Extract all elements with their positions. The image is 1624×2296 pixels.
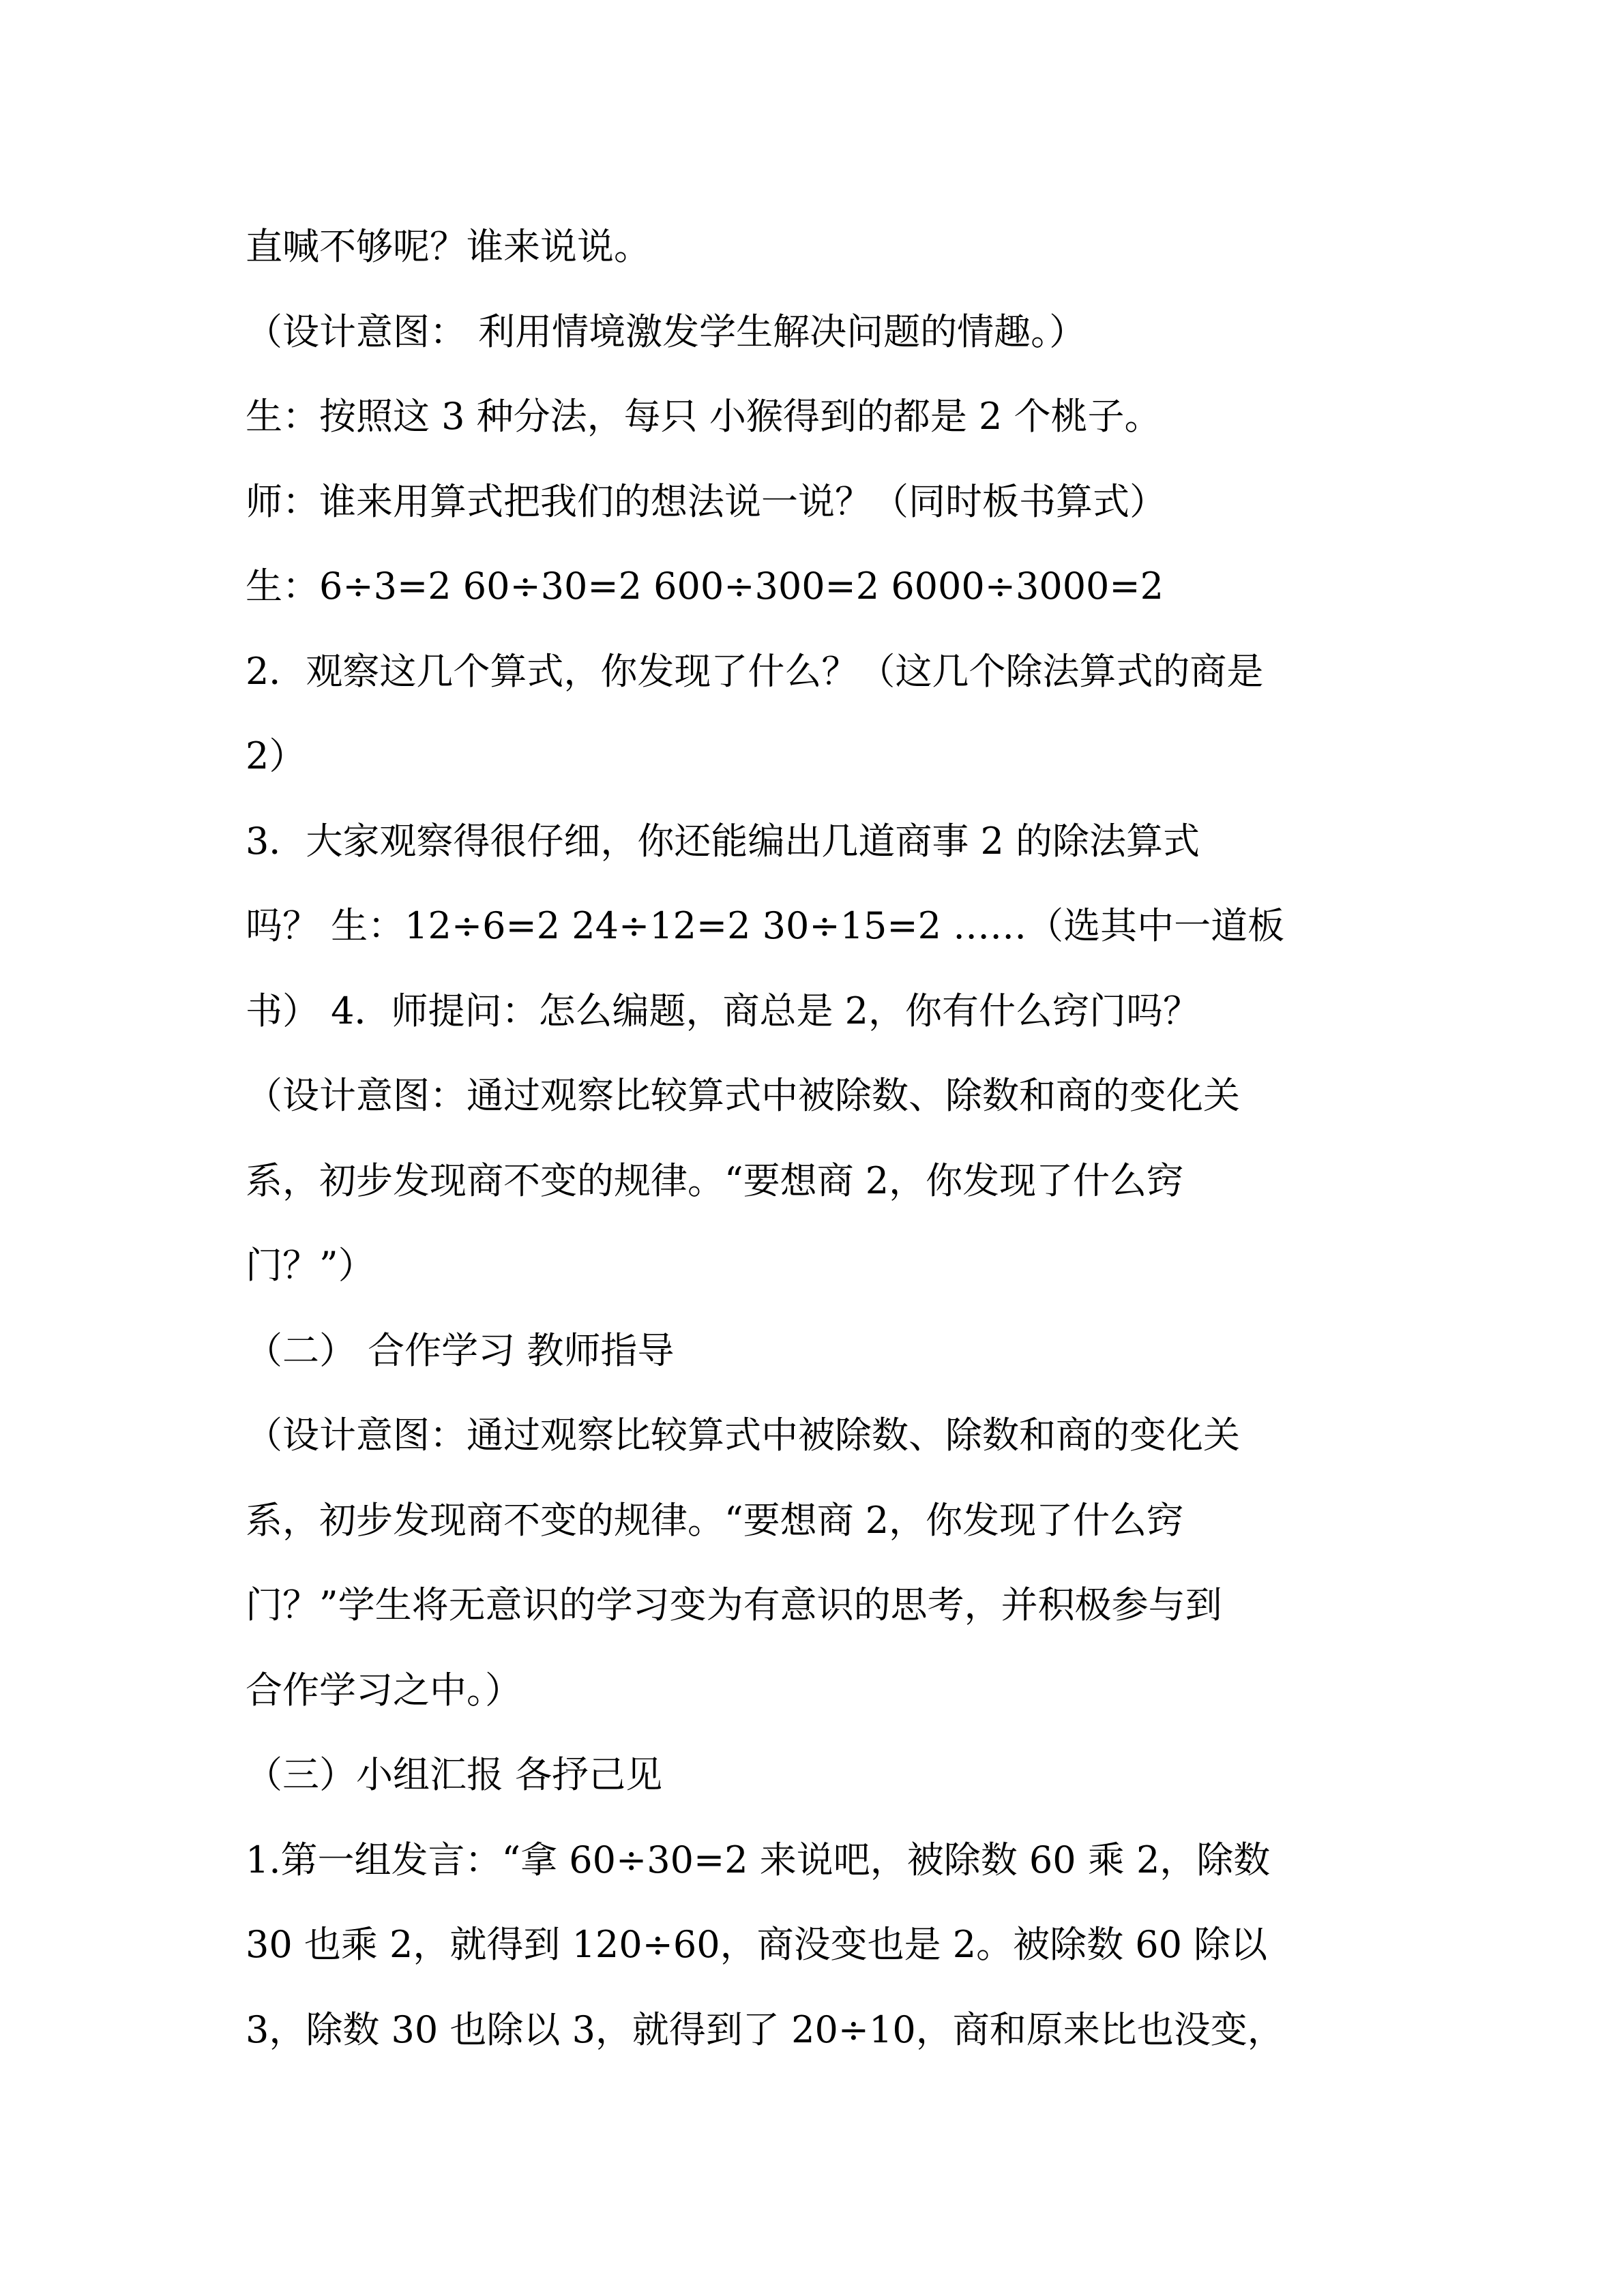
text-line: （设计意图： 利用情境激发学生解决问题的情趣。）	[246, 310, 1087, 353]
text-line: 30 也乘 2，就得到 120÷60，商没变也是 2。被除数 60 除以	[246, 1923, 1268, 1966]
text-line: 合作学习之中。）	[246, 1668, 522, 1712]
body-text	[246, 205, 1378, 2072]
text-line: （三）小组汇报 各抒己见	[246, 1753, 663, 1796]
text-line: 生：6÷3=2 60÷30=2 600÷300=2 6000÷3000=2	[246, 565, 1164, 608]
text-line: 系，初步发现商不变的规律。“要想商 2，你发现了什么窍	[246, 1159, 1184, 1202]
text-line: （设计意图：通过观察比较算式中被除数、除数和商的变化关	[246, 1414, 1240, 1457]
text-line: 3．大家观察得很仔细，你还能编出几道商事 2 的除法算式	[246, 819, 1200, 863]
text-line: 门？”学生将无意识的学习变为有意识的思考，并积极参与到	[246, 1583, 1222, 1626]
text-line: 2）	[246, 734, 306, 777]
text-line: 系，初步发现商不变的规律。“要想商 2，你发现了什么窍	[246, 1498, 1184, 1542]
text-line: 直喊不够呢？谁来说说。	[246, 225, 651, 268]
text-line: （设计意图：通过观察比较算式中被除数、除数和商的变化关	[246, 1074, 1240, 1117]
text-line: 书） 4．师提问：怎么编题，商总是 2，你有什么窍门吗？	[246, 989, 1200, 1032]
text-line: 吗？ 生：12÷6=2 24÷12=2 30÷15=2 ……（选其中一道板	[246, 904, 1285, 947]
text-line: （二） 合作学习 教师指导	[246, 1328, 675, 1372]
text-line: 师：谁来用算式把我们的想法说一说？（同时板书算式）	[246, 479, 1166, 523]
text-line: 2．观察这几个算式，你发现了什么？（这几个除法算式的商是	[246, 649, 1264, 693]
text-line: 3，除数 30 也除以 3，就得到了 20÷10，商和原来比也没变，	[246, 2008, 1284, 2051]
text-line: 1.第一组发言：“拿 60÷30=2 来说吧，被除数 60 乘 2，除数	[246, 1838, 1271, 1881]
text-line: 门？”）	[246, 1244, 375, 1287]
text-line: 生：按照这 3 种分法，每只 小猴得到的都是 2 个桃子。	[246, 395, 1162, 438]
